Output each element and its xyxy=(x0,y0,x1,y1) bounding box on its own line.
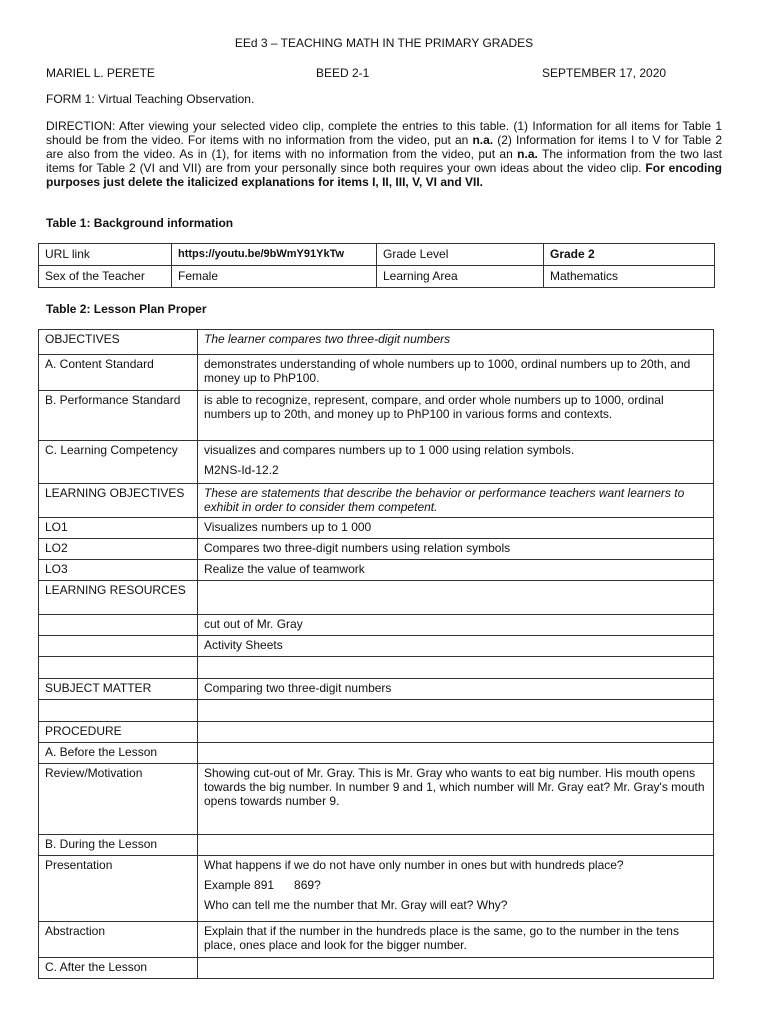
row-value: is able to recognize, represent, compare, and order whole numbers up to 1000, ordinal numbers up to 20th, and money up to PhP100 in various forms and contexts. xyxy=(198,391,714,441)
row-value-line: visualizes and compares numbers up to 1 000 using relation symbols. xyxy=(204,443,575,457)
table-row xyxy=(39,743,714,764)
table-row xyxy=(39,355,714,391)
row-value xyxy=(198,958,714,979)
row-value: The learner compares two three-digit numbers xyxy=(198,330,714,355)
row-label: OBJECTIVES xyxy=(39,330,198,355)
direction-paragraph xyxy=(46,119,722,189)
row-value xyxy=(198,856,714,922)
row-value: Showing cut-out of Mr. Gray. This is Mr. Gray who wants to eat big number. His mouth opens towards the big number. In number 9 and 1, which number will Mr. Gray eat? Mr. Gray's mouth opens towards number 9. xyxy=(198,764,714,835)
row-label: SUBJECT MATTER xyxy=(39,679,198,700)
direction-text: The information from the two last items for Table 2 (VI and VII) are from your personally since both requires your own ideas about the video clip. xyxy=(46,147,722,175)
row-label xyxy=(39,615,198,636)
row-value xyxy=(198,835,714,856)
row-value xyxy=(198,581,714,615)
row-value-line: M2NS-Id-12.2 xyxy=(204,463,279,477)
row-label: Presentation xyxy=(39,856,198,922)
section: BEED 2-1 xyxy=(316,66,370,80)
table-row xyxy=(39,244,715,266)
table-row xyxy=(39,518,714,539)
table-cell: Mathematics xyxy=(544,266,715,288)
student-name: MARIEL L. PERETE xyxy=(46,66,155,80)
table-row xyxy=(39,764,714,835)
table2-caption: Table 2: Lesson Plan Proper xyxy=(46,302,207,316)
row-value-line: Who can tell me the number that Mr. Gray will eat? Why? xyxy=(204,898,508,912)
row-value: Comparing two three-digit numbers xyxy=(198,679,714,700)
row-label: B. During the Lesson xyxy=(39,835,198,856)
row-value: Visualizes numbers up to 1 000 xyxy=(198,518,714,539)
table-row xyxy=(39,722,714,743)
row-value xyxy=(198,441,714,484)
table-cell: Grade Level xyxy=(377,244,544,266)
date: SEPTEMBER 17, 2020 xyxy=(542,66,667,80)
row-label: LO1 xyxy=(39,518,198,539)
row-value-line: What happens if we do not have only number in ones but with hundreds place? xyxy=(204,858,624,872)
table-cell: Sex of the Teacher xyxy=(39,266,172,288)
row-value-line: Example 891 869? xyxy=(204,878,321,892)
row-label xyxy=(39,636,198,657)
table-cell: Female xyxy=(172,266,377,288)
row-value xyxy=(198,700,714,722)
row-value: Compares two three-digit numbers using relation symbols xyxy=(198,539,714,560)
table-row xyxy=(39,330,714,355)
table-row xyxy=(39,657,714,679)
form-title: FORM 1: Virtual Teaching Observation. xyxy=(46,92,255,106)
row-value: Activity Sheets xyxy=(198,636,714,657)
table-row xyxy=(39,441,714,484)
row-label: Abstraction xyxy=(39,922,198,958)
table-row xyxy=(39,679,714,700)
row-value: Realize the value of teamwork xyxy=(198,560,714,581)
row-label: A. Content Standard xyxy=(39,355,198,391)
na-marker: n.a. xyxy=(517,147,538,161)
table-row xyxy=(39,391,714,441)
table-row xyxy=(39,484,714,518)
table-row xyxy=(39,560,714,581)
na-marker: n.a. xyxy=(472,133,494,147)
row-value xyxy=(198,657,714,679)
row-value: These are statements that describe the behavior or performance teachers want learners to exhibit in order to consider them competent. xyxy=(198,484,714,518)
row-label: A. Before the Lesson xyxy=(39,743,198,764)
course-title: EEd 3 – TEACHING MATH IN THE PRIMARY GRADES xyxy=(234,36,534,50)
encoding-note: For encoding purposes just delete the italicized explanations for items I, II, III, V, VI and VII. xyxy=(46,161,723,189)
background-info-table xyxy=(38,243,715,288)
table-row xyxy=(39,856,714,922)
row-label: LO2 xyxy=(39,539,198,560)
row-label: C. Learning Competency xyxy=(39,441,198,484)
row-label xyxy=(39,657,198,679)
table-row xyxy=(39,581,714,615)
table-row xyxy=(39,835,714,856)
table-cell: Grade 2 xyxy=(544,244,715,266)
row-label: Review/Motivation xyxy=(39,764,198,835)
row-value xyxy=(198,743,714,764)
table-row xyxy=(39,922,714,958)
lesson-plan-table xyxy=(38,329,714,979)
table1-caption: Table 1: Background information xyxy=(46,216,234,230)
table-cell: URL link xyxy=(39,244,172,266)
row-value: demonstrates understanding of whole numbers up to 1000, ordinal numbers up to 20th, and money up to PhP100. xyxy=(198,355,714,391)
direction-text: (2) Information for items I to V for Table 2 are also from the video. As in (1), for items with no information from the video, put an xyxy=(46,133,723,161)
table-row xyxy=(39,539,714,560)
row-label: LO3 xyxy=(39,560,198,581)
url-link[interactable]: https://youtu.be/9bWmY91YkTw xyxy=(172,244,377,266)
table-row xyxy=(39,958,714,979)
table-row xyxy=(39,266,715,288)
direction-text: DIRECTION: After viewing your selected video clip, complete the entries to this table. (1) Information for all items for Table 1 should be from the video. For items with no information from the video, put an xyxy=(46,119,722,147)
row-value xyxy=(198,722,714,743)
row-label: LEARNING RESOURCES xyxy=(39,581,198,615)
table-cell: Learning Area xyxy=(377,266,544,288)
row-label: B. Performance Standard xyxy=(39,391,198,441)
row-value: cut out of Mr. Gray xyxy=(198,615,714,636)
table-row xyxy=(39,615,714,636)
row-value: Explain that if the number in the hundreds place is the same, go to the number in the tens place, ones place and look for the bigger number. xyxy=(198,922,714,958)
table-row xyxy=(39,636,714,657)
table-row xyxy=(39,700,714,722)
row-label: LEARNING OBJECTIVES xyxy=(39,484,198,518)
row-label: C. After the Lesson xyxy=(39,958,198,979)
row-label xyxy=(39,700,198,722)
row-label: PROCEDURE xyxy=(39,722,198,743)
